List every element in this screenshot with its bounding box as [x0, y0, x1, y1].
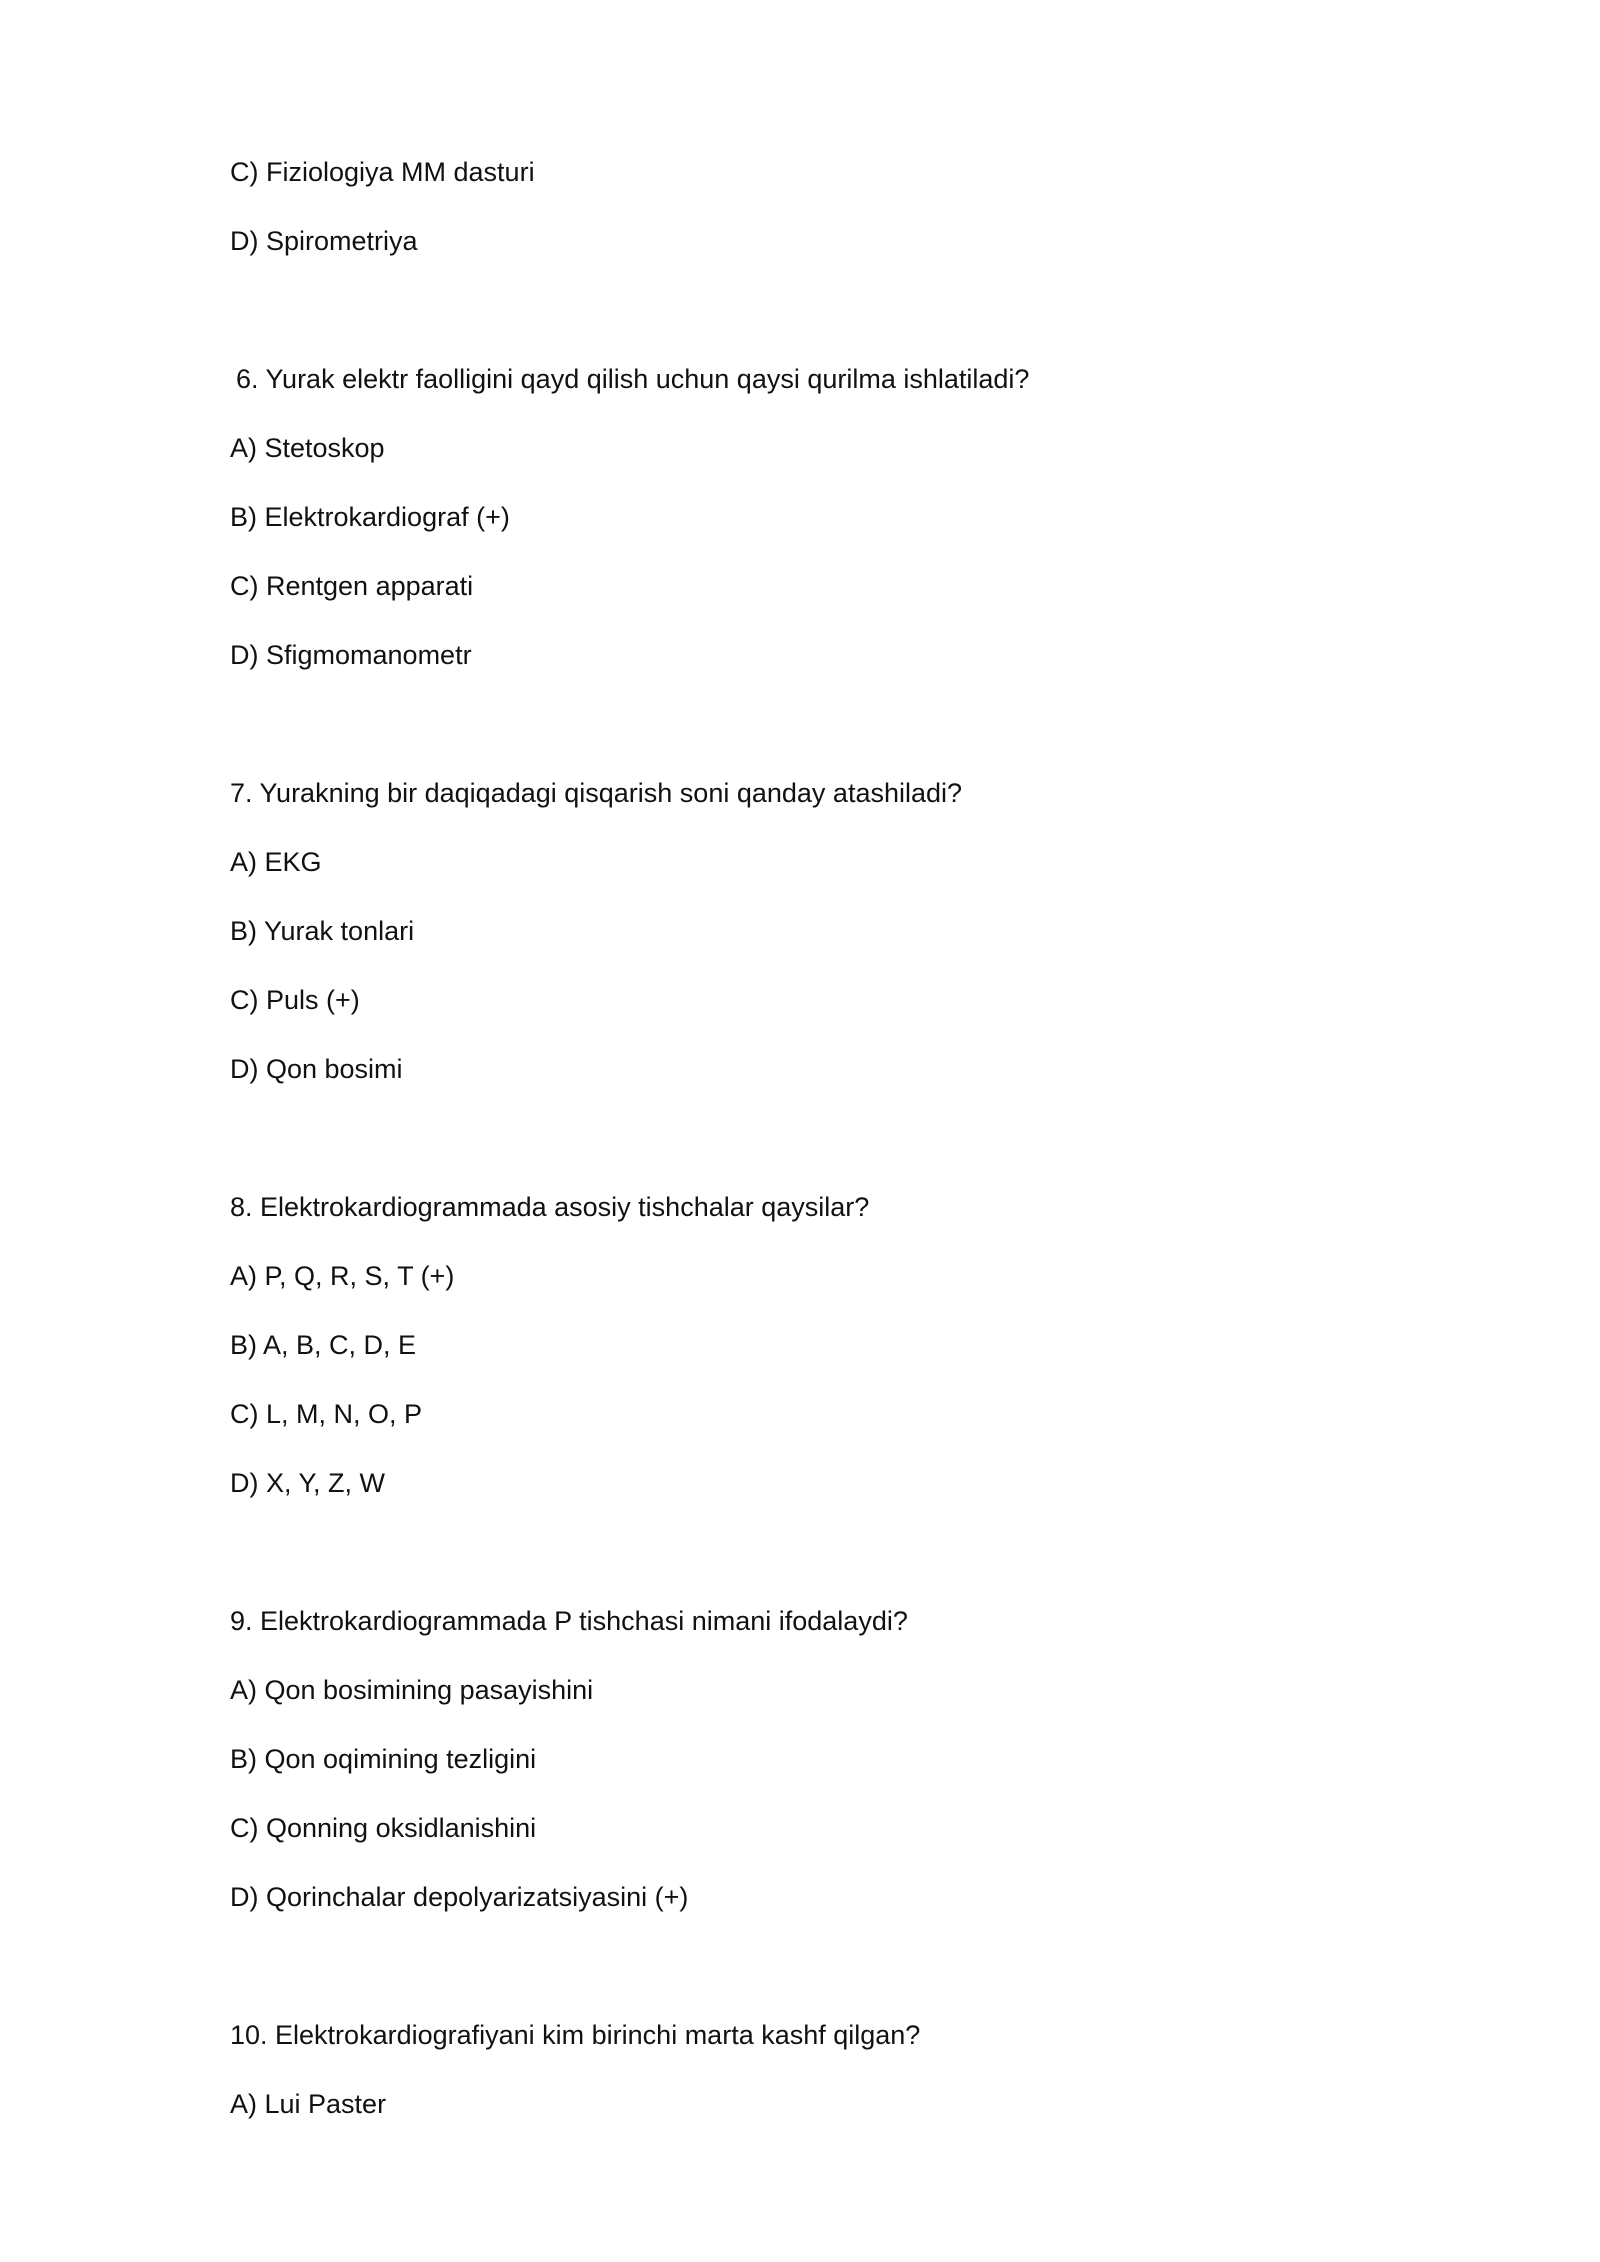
- option-d-q5: D) Spirometriya: [230, 226, 418, 256]
- option-c-q5: C) Fiziologiya MM dasturi: [230, 157, 535, 187]
- option-b-q9: B) Qon oqimining tezligini: [230, 1744, 537, 1774]
- option-b-q8: B) A, B, C, D, E: [230, 1330, 417, 1360]
- option-c-q9: C) Qonning oksidlanishini: [230, 1813, 537, 1843]
- option-c-q7: C) Puls (+): [230, 985, 360, 1015]
- option-c-q6: C) Rentgen apparati: [230, 571, 474, 601]
- option-c-q8: C) L, M, N, O, P: [230, 1399, 423, 1429]
- question-9: 9. Elektrokardiogrammada P tishchasi nimani ifodalaydi?: [230, 1606, 908, 1636]
- option-a-q9: A) Qon bosimining pasayishini: [230, 1675, 594, 1705]
- option-a-q6: A) Stetoskop: [230, 433, 385, 463]
- option-d-q8: D) X, Y, Z, W: [230, 1468, 386, 1498]
- question-8: 8. Elektrokardiogrammada asosiy tishchalar qaysilar?: [230, 1192, 870, 1222]
- question-7: 7. Yurakning bir daqiqadagi qisqarish soni qanday atashiladi?: [230, 778, 963, 808]
- option-d-q7: D) Qon bosimi: [230, 1054, 403, 1084]
- option-a-q10: A) Lui Paster: [230, 2089, 387, 2119]
- option-a-q7: A) EKG: [230, 847, 322, 877]
- option-b-q6: B) Elektrokardiograf (+): [230, 502, 510, 532]
- option-b-q7: B) Yurak tonlari: [230, 916, 415, 946]
- option-a-q8: A) P, Q, R, S, T (+): [230, 1261, 455, 1291]
- question-10: 10. Elektrokardiografiyani kim birinchi marta kashf qilgan?: [230, 2020, 921, 2050]
- option-d-q6: D) Sfigmomanometr: [230, 640, 472, 670]
- option-d-q9: D) Qorinchalar depolyarizatsiyasini (+): [230, 1882, 689, 1912]
- question-6: 6. Yurak elektr faolligini qayd qilish uchun qaysi qurilma ishlatiladi?: [236, 364, 1030, 394]
